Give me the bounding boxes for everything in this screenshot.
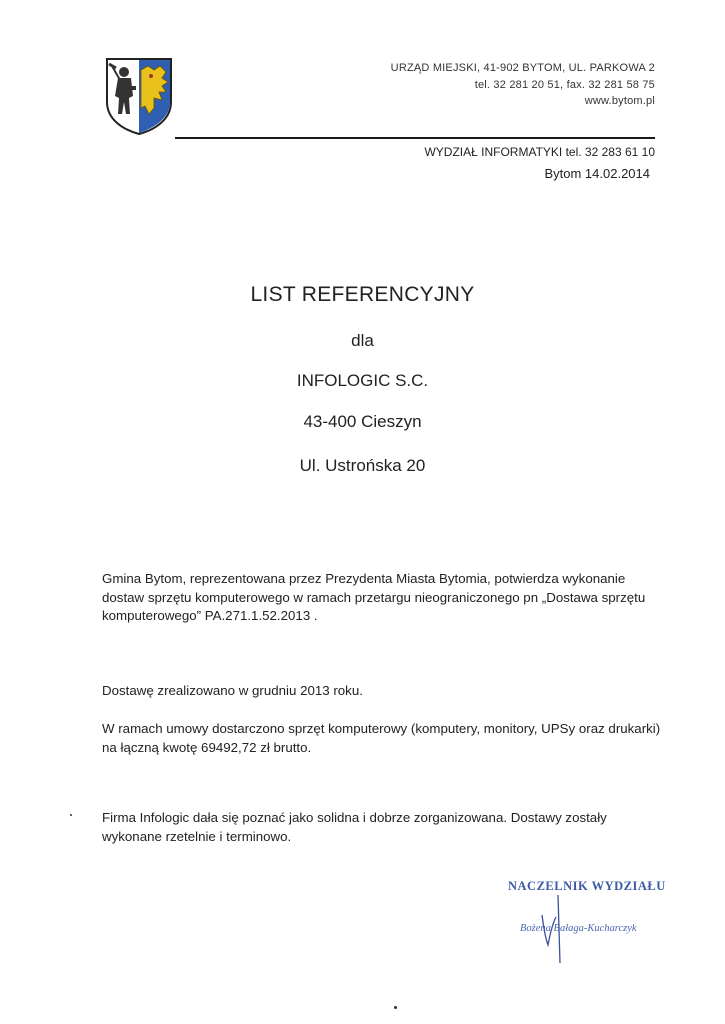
for-label: dla bbox=[351, 331, 374, 350]
body-paragraph-3: W ramach umowy dostarczono sprzęt komputerowy (komputery, monitory, UPSy oraz drukarki) na łączną kwotę 69492,72 zł brutto. bbox=[102, 721, 661, 755]
scan-speck bbox=[394, 1006, 397, 1009]
letter-title: LIST REFERENCYJNY bbox=[250, 283, 475, 306]
office-address: URZĄD MIEJSKI, 41-902 BYTOM, UL. PARKOWA 2 bbox=[390, 62, 655, 74]
handwritten-signature-icon bbox=[530, 885, 600, 965]
header-divider bbox=[175, 137, 655, 139]
letter-date: Bytom 14.02.2014 bbox=[544, 166, 650, 181]
city-coat-of-arms-icon bbox=[104, 56, 174, 136]
office-phones: tel. 32 281 20 51, fax. 32 281 58 75 bbox=[474, 79, 655, 91]
body-paragraph-1: Gmina Bytom, reprezentowana przez Prezydenta Miasta Bytomia, potwierdza wykonanie dostaw sprzętu komputerowego w ramach przetargu nieograniczonego pn „Dostawa sprzętu komputerowego” PA.271.1.52.2013 . bbox=[102, 571, 646, 623]
office-website: www.bytom.pl bbox=[584, 95, 655, 107]
recipient-city: 43-400 Cieszyn bbox=[303, 412, 422, 431]
department-info: WYDZIAŁ INFORMATYKI tel. 32 283 61 10 bbox=[424, 145, 655, 159]
scan-speck bbox=[70, 814, 72, 816]
stamp-name: Bożena Bałaga-Kucharczyk bbox=[520, 923, 637, 934]
recipient-company: INFOLOGIC S.C. bbox=[296, 371, 429, 390]
body-paragraph-2: Dostawę zrealizowano w grudniu 2013 roku. bbox=[102, 683, 363, 698]
recipient-street: Ul. Ustrońska 20 bbox=[299, 456, 426, 475]
body-paragraph-4: Firma Infologic dała się poznać jako solidna i dobrze zorganizowana. Dostawy zostały wykonane rzetelnie i terminowo. bbox=[102, 810, 607, 844]
stamp-title: NACZELNIK WYDZIAŁU bbox=[508, 879, 666, 893]
